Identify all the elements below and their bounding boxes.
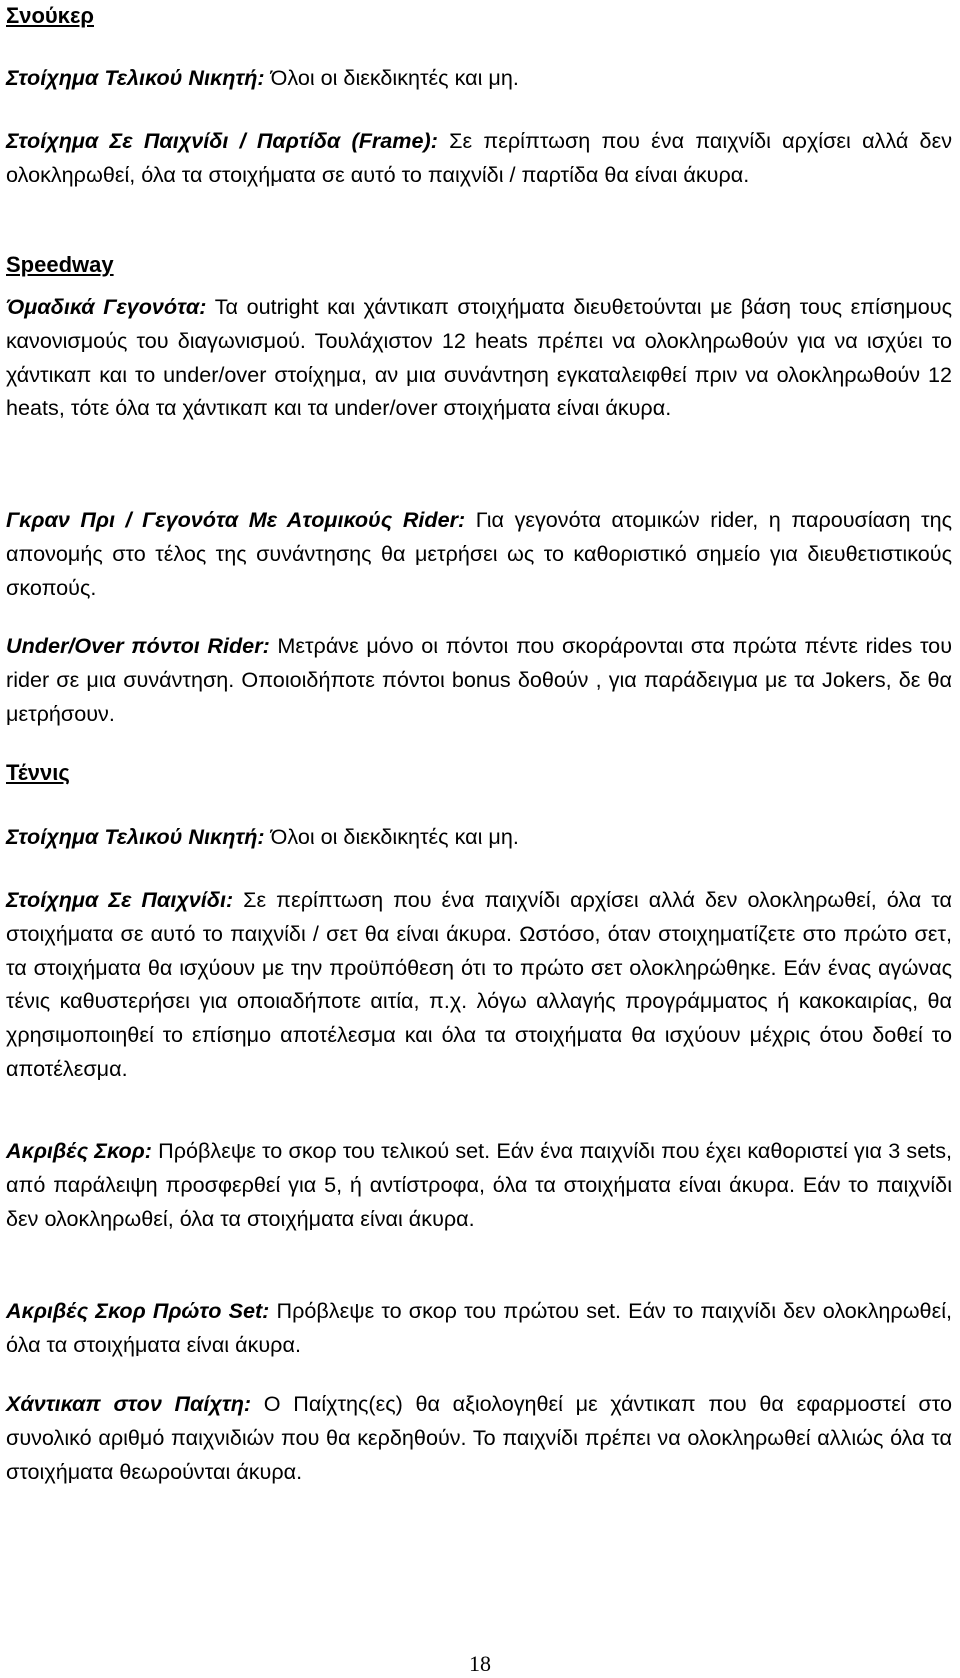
paragraph-text: Πρόβλεψε το σκορ του πρώτου set. Εάν το παιχνίδι δεν ολοκληρωθεί, όλα τα στοιχήματα είναι άκυρα. <box>6 1298 952 1357</box>
paragraph-term: Στοίχημα Τελικού Νικητή: <box>6 824 265 849</box>
paragraph-text: Ο Παίχτης(ες) θα αξιολογηθεί με χάντικαπ που θα εφαρμοστεί στο συνολικό αριθμό παιχνιδιών που θα κερδηθούν. Το παιχνίδι πρέπει να ολοκληρωθεί αλλιώς όλα τα στοιχήματα θεωρούνται άκυρα. <box>6 1391 952 1484</box>
paragraph-snooker-outright <box>6 61 952 95</box>
paragraph-term: Under/Over πόντοι Rider: <box>6 633 270 658</box>
paragraph-term: Στοίχημα Τελικού Νικητή: <box>6 65 265 90</box>
page-number: 18 <box>469 1651 491 1676</box>
paragraph-tennis-exact-score <box>6 1134 952 1235</box>
paragraph-term: Στοίχημα Σε Παιχνίδι: <box>6 887 234 912</box>
section-heading-tennis: Τέννις <box>6 760 70 785</box>
paragraph-term: Χάντικαπ στον Παίχτη: <box>6 1391 252 1416</box>
paragraph-term: Γκραν Πρι / Γεγονότα Με Ατομικούς Rider: <box>6 507 466 532</box>
paragraph-text: Σε περίπτωση που ένα παιχνίδι αρχίσει αλλά δεν ολοκληρωθεί, όλα τα στοιχήματα σε αυτό το παιχνίδι / σετ θα είναι άκυρα. Ωστόσο, όταν στοιχηματίζετε στο πρώτο σετ, τα στοιχήματα θα ισχύουν με την προϋπόθεση ότι το πρώτο σετ ολοκληρώθηκε. Εάν ένας αγώνας τένις καθυστερήσει για οποιαδήποτε αιτία, π.χ. λόγω αλλαγής προγράμματος ή κακοκαιρίας, θα χρησιμοποιηθεί το επίσημο αποτέλεσμα και όλα τα στοιχήματα θα ισχύουν μέχρις ότου δοθεί το αποτέλεσμα. <box>6 887 952 1081</box>
paragraph-snooker-frame <box>6 124 952 192</box>
paragraph-tennis-player-handicap <box>6 1387 952 1488</box>
document-page <box>6 0 954 1678</box>
paragraph-text: Τα outright και χάντικαπ στοιχήματα διευθετούνται με βάση τους επίσημους κανονισμούς του διαγωνισμού. Τουλάχιστον 12 heats πρέπει να ολοκληρωθούν για να ισχύει το χάντικαπ και το under/over στοίχημα, αν μια συνάντηση εγκαταλειφθεί πριν να ολοκληρωθούν 12 heats, τότε όλα τα χάντικαπ και τα under/over στοιχήματα είναι άκυρα. <box>6 294 952 421</box>
paragraph-speedway-grand-prix <box>6 503 952 604</box>
paragraph-tennis-game <box>6 883 952 1086</box>
paragraph-text: Για γεγονότα ατομικών rider, η παρουσίαση της απονομής στο τέλος της συνάντησης θα μετρήσει ως το καθοριστικό σημείο για διευθετιστικούς σκοπούς. <box>6 507 952 600</box>
paragraph-term: Στοίχημα Σε Παιχνίδι / Παρτίδα (Frame): <box>6 128 438 153</box>
paragraph-term: Ακριβές Σκορ Πρώτο Set: <box>6 1298 270 1323</box>
paragraph-tennis-first-set-score <box>6 1294 952 1362</box>
paragraph-text: Μετράνε μόνο οι πόντοι που σκοράρονται στα πρώτα πέντε rides του rider σε μια συνάντηση. Οποιοιδήποτε πόντοι bonus δοθούν , για παράδειγμα με τα Jokers, δε θα μετρήσουν. <box>6 633 952 726</box>
paragraph-tennis-outright <box>6 820 952 854</box>
paragraph-speedway-team-events <box>6 290 952 425</box>
paragraph-text: Όλοι οι διεκδικητές και μη. <box>264 824 519 849</box>
paragraph-term: Ακριβές Σκορ: <box>6 1138 152 1163</box>
paragraph-speedway-rider-points <box>6 629 952 730</box>
paragraph-term: Όμαδικά Γεγονότα: <box>6 294 207 319</box>
section-heading-snooker: Σνούκερ <box>6 3 94 28</box>
section-heading-speedway: Speedway <box>6 252 114 277</box>
paragraph-text: Όλοι οι διεκδικητές και μη. <box>264 65 519 90</box>
paragraph-text: Σε περίπτωση που ένα παιχνίδι αρχίσει αλλά δεν ολοκληρωθεί, όλα τα στοιχήματα σε αυτό το παιχνίδι / παρτίδα θα είναι άκυρα. <box>6 128 952 187</box>
paragraph-text: Πρόβλεψε το σκορ του τελικού set. Εάν ένα παιχνίδι που έχει καθοριστεί για 3 sets, από παράλειψη προσφερθεί για 5, ή αντίστροφα, όλα τα στοιχήματα είναι άκυρα. Εάν το παιχνίδι δεν ολοκληρωθεί, όλα τα στοιχήματα είναι άκυρα. <box>6 1138 952 1231</box>
